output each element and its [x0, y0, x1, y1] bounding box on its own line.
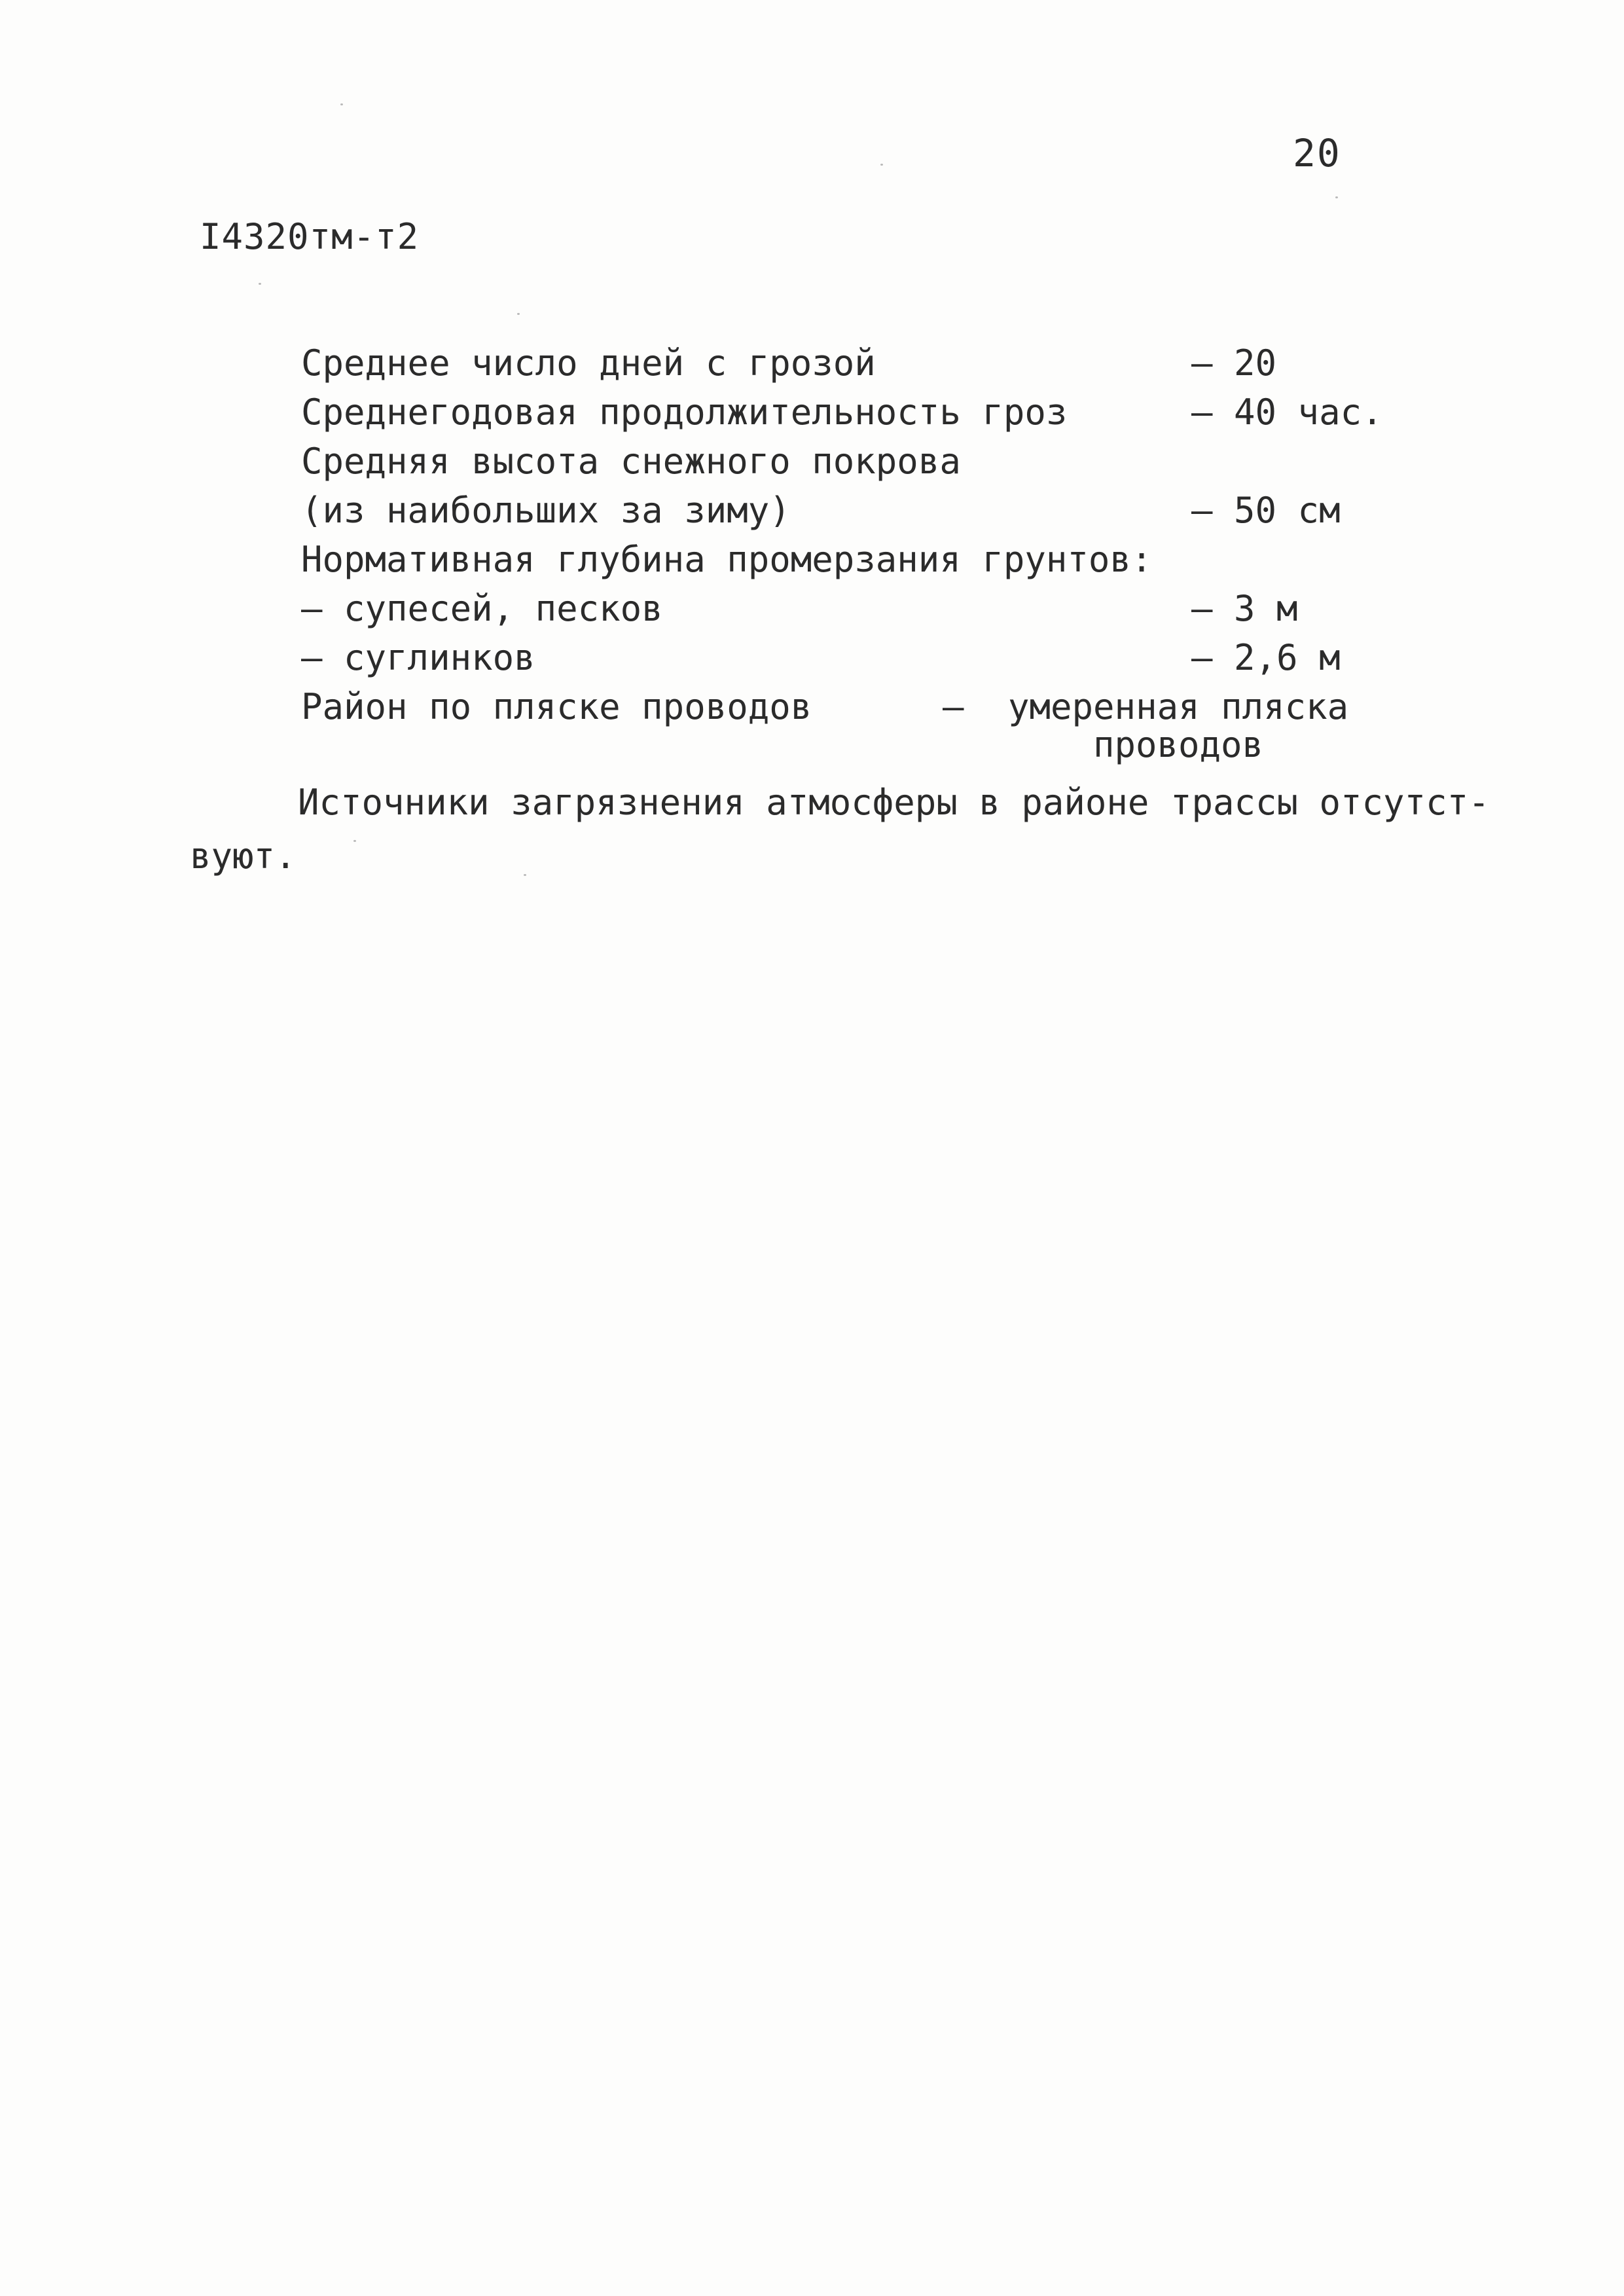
paragraph-line-2: вуют. — [190, 835, 297, 877]
scan-speck — [1335, 196, 1338, 198]
document-code: I4320тм-т2 — [200, 216, 420, 257]
scan-speck — [880, 164, 883, 166]
row-value: – 40 час. — [1191, 392, 1383, 433]
row-value: – 20 — [1191, 342, 1277, 384]
row-value — [1008, 686, 1349, 765]
scan-speck — [524, 874, 526, 876]
row-label: Среднее число дней с грозой — [301, 342, 876, 384]
scan-speck — [353, 840, 356, 842]
scan-speck — [517, 313, 520, 315]
page-number: 20 — [1293, 131, 1341, 175]
row-label: Средняя высота снежного покрова — [301, 441, 961, 482]
row-label: (из наибольших за зиму) — [301, 490, 791, 531]
row-dash: – — [943, 686, 964, 727]
row-label: Район по пляске проводов — [301, 686, 812, 727]
row-label: – суглинков — [301, 637, 535, 678]
row-label: Нормативная глубина промерзания грунтов: — [301, 539, 1153, 580]
pollution-paragraph — [190, 776, 1490, 883]
row-label: – супесей, песков — [301, 588, 663, 629]
row-value: – 3 м — [1191, 588, 1298, 629]
scan-speck — [340, 103, 343, 105]
row-value: – 50 см — [1191, 490, 1341, 531]
row-label: Среднегодовая продолжительность гроз — [301, 392, 1068, 433]
paragraph-line-1: Источники загрязнения атмосферы в районе трассы отсутст- — [298, 782, 1490, 823]
row-value-line2: проводов — [1092, 724, 1264, 765]
scan-speck — [259, 283, 261, 285]
row-value-line1: умеренная пляска — [1008, 686, 1349, 727]
row-value: – 2,6 м — [1191, 637, 1341, 678]
